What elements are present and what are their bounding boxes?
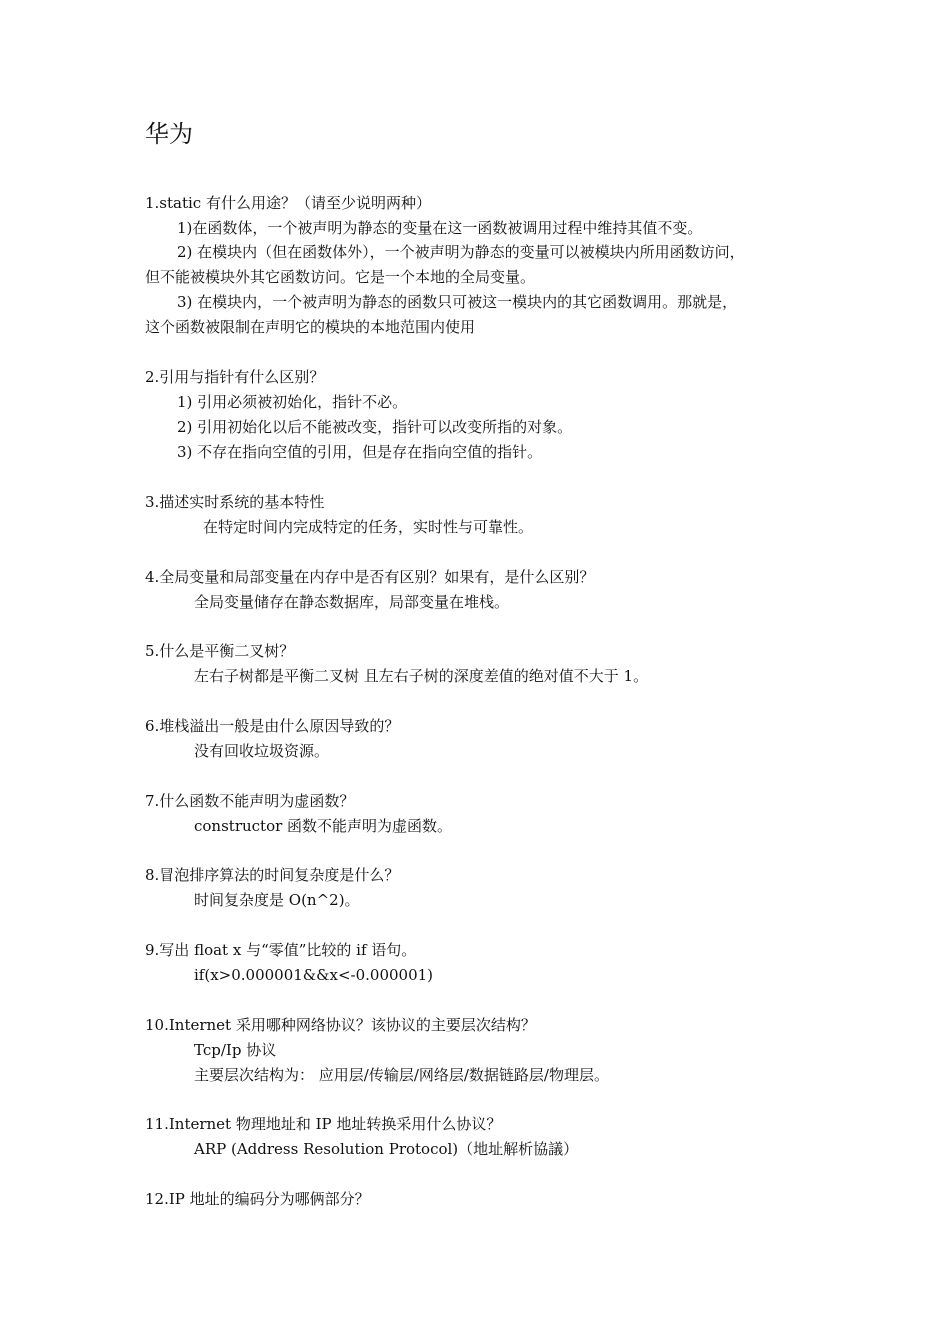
question-8: 8.冒泡排序算法的时间复杂度是什么？ [145,866,400,884]
answer-1-item-3-line-1: 3) 在模块内，一个被声明为静态的函数只可被这一模块内的其它函数调用。那就是， [177,293,738,311]
question-10: 10.Internet 采用哪种网络协议？该协议的主要层次结构？ [145,1016,536,1034]
question-5: 5.什么是平衡二叉树？ [145,642,295,660]
answer-8: 时间复杂度是 O(n^2)。 [194,891,360,909]
answer-2-item-3: 3) 不存在指向空值的引用，但是存在指向空值的指针。 [177,443,543,461]
page-title: 华为 [145,120,193,148]
answer-11: ARP (Address Resolution Protocol)（地址解析協議） [194,1140,579,1158]
question-1: 1.static 有什么用途？（请至少说明两种） [145,194,431,212]
answer-2-item-2: 2) 引用初始化以后不能被改变，指针可以改变所指的对象。 [177,418,573,436]
question-6: 6.堆栈溢出一般是由什么原因导致的？ [145,717,400,735]
answer-6: 没有回收垃圾资源。 [194,742,330,760]
answer-1-item-3-line-2: 这个函数被限制在声明它的模块的本地范围内使用 [145,318,476,336]
question-9: 9.写出 float x 与“零值”比较的 if 语句。 [145,941,417,959]
answer-9: if(x>0.000001&&x<-0.000001) [194,966,434,984]
answer-5: 左右子树都是平衡二叉树 且左右子树的深度差值的绝对值不大于 1。 [194,667,649,685]
question-12: 12.IP 地址的编码分为哪俩部分？ [145,1190,370,1208]
answer-10-line-1: Tcp/Ip 协议 [194,1041,277,1059]
answer-3: 在特定时间内完成特定的任务，实时性与可靠性。 [203,518,534,536]
answer-1-item-2-line-1: 2) 在模块内（但在函数体外），一个被声明为静态的变量可以被模块内所用函数访问， [177,243,745,261]
answer-1-item-2-line-2: 但不能被模块外其它函数访问。它是一个本地的全局变量。 [145,268,536,286]
question-4: 4.全局变量和局部变量在内存中是否有区别？如果有，是什么区别？ [145,568,595,586]
answer-1-item-1: 1)在函数体，一个被声明为静态的变量在这一函数被调用过程中维持其值不变。 [177,219,703,237]
question-3: 3.描述实时系统的基本特性 [145,493,325,511]
question-2: 2.引用与指针有什么区别？ [145,368,325,386]
answer-7: constructor 函数不能声明为虚函数。 [194,817,453,835]
answer-2-item-1: 1) 引用必须被初始化，指针不必。 [177,393,408,411]
question-7: 7.什么函数不能声明为虚函数？ [145,792,355,810]
answer-10-line-2: 主要层次结构为： 应用层/传输层/网络层/数据链路层/物理层。 [194,1066,609,1084]
question-11: 11.Internet 物理地址和 IP 地址转换采用什么协议？ [145,1115,502,1133]
answer-4: 全局变量储存在静态数据库，局部变量在堆栈。 [194,593,510,611]
